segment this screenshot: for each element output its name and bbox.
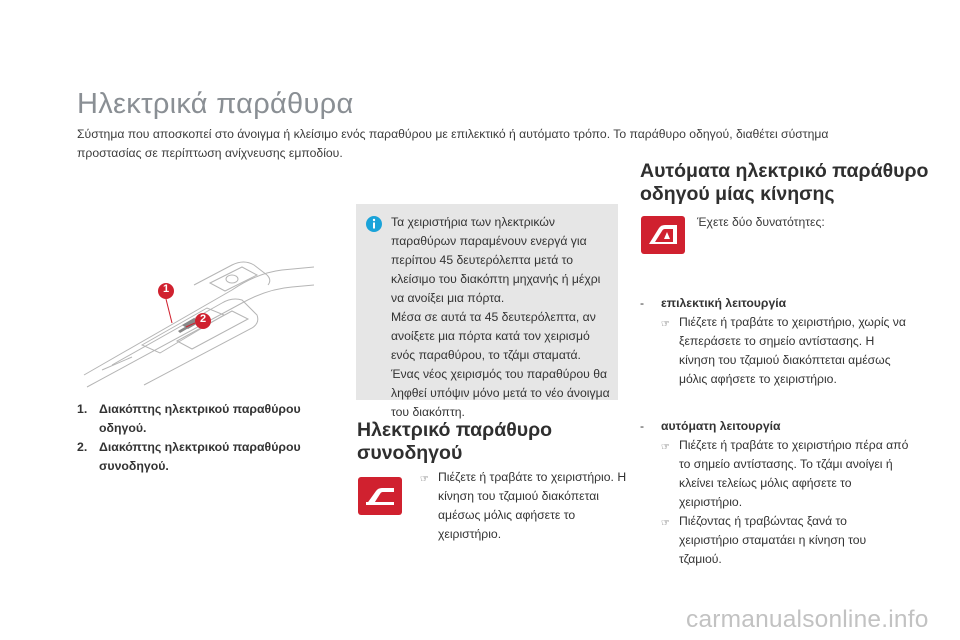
driver-intro: Έχετε δύο δυνατότητες: (697, 215, 825, 229)
pointer-icon: ☞ (661, 319, 670, 330)
auto-mode-label: αυτόματη λειτουργία (661, 419, 781, 433)
window-switch-icon (358, 477, 402, 520)
manual-mode: - επιλεκτική λειτουργία ☞ Πιέζετε ή τραβάτε το χειριστήριο, χωρίς να ξεπεράσετε το σημείο αντίστασης. Η κίνηση του τζαμιού διακόπτεται αμέσως μόλις αφήσετε το χειριστήριο. (640, 294, 910, 389)
legend-item: 1. Διακόπτης ηλεκτρικού παραθύρου οδηγού. (77, 402, 301, 435)
pointer-icon: ☞ (661, 442, 670, 453)
driver-section-title: Αυτόματα ηλεκτρικό παράθυρο οδηγού μίας κίνησης (640, 160, 929, 205)
door-switch-illustration (82, 245, 317, 395)
legend (77, 400, 327, 476)
legend-item: 2. Διακόπτης ηλεκτρικού παραθύρου συνοδηγού. (77, 440, 301, 473)
info-text: Τα χειριστήρια των ηλεκτρικών παραθύρων παραμένουν ενεργά για περίπου 45 δευτερόλεπτα μετά το κλείσιμο του διακόπτη μηχανής ή μέχρι να ανοίξει μια πόρτα. Μέσα σε αυτά τα 45 δευτερόλεπτα, αν ανοίξετε μια πόρτα κατά τον χειρισμό ενός παραθύρου, το τζάμι σταματά. Ένας νέος χειρισμός του παραθύρου θα ληφθεί υπόψιν μόνο μετά το νέο άνοιγμα του διακόπτη. (391, 215, 610, 419)
callout-1: 1 (162, 283, 170, 295)
intro-paragraph: Σύστημα που αποσκοπεί στο άνοιγμα ή κλείσιμο ενός παραθύρου με επιλεκτικό ή αυτόματο τρόπο. Το παράθυρο οδηγού, διαθέτει σύστημα προστασίας σε περίπτωση ανίχνευσης εμποδίου. (77, 127, 829, 160)
passenger-section-title: Ηλεκτρικό παράθυρο συνοδηγού (357, 419, 553, 464)
manual-mode-label: επιλεκτική λειτουργία (661, 296, 787, 310)
pointer-icon: ☞ (420, 474, 429, 485)
auto-mode: - αυτόματη λειτουργία ☞ Πιέζετε ή τραβάτε το χειριστήριο πέρα από το σημείο αντίστασης. Το τζάμι ανοίγει ή κλείνει τελείως μόλις αφήσετε το χειριστήριο. ☞ Πιέζοντας ή τραβώντας ξανά το χειριστήριο σταματάει η κίνηση του τζαμιού. (640, 417, 910, 569)
info-box (356, 204, 618, 419)
page-title: Ηλεκτρικά παράθυρα (77, 88, 354, 120)
pointer-icon: ☞ (661, 518, 670, 529)
passenger-bullet: ☞ Πιέζετε ή τραβάτε το χειριστήριο. Η κίνηση του τζαμιού διακόπεται αμέσως μόλις αφήσετε το χειριστήριο. (420, 468, 630, 544)
auto-window-switch-icon (641, 216, 685, 259)
info-icon (366, 216, 382, 237)
callout-2: 2 (199, 313, 207, 325)
watermark: carmanualsonline.info (686, 606, 929, 633)
